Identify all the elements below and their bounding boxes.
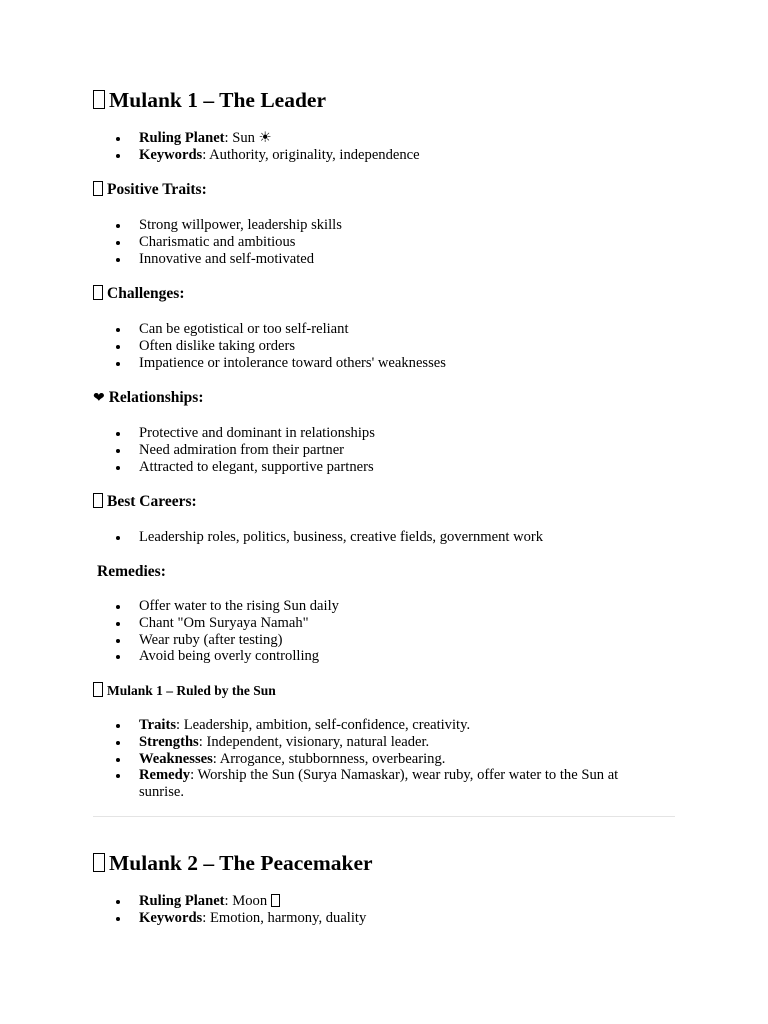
list-item: Wear ruby (after testing) bbox=[93, 632, 663, 649]
challenges-heading: Challenges: bbox=[93, 284, 185, 304]
positive-traits-heading: Positive Traits: bbox=[93, 180, 207, 200]
summary-list bbox=[93, 717, 663, 801]
list-item: Leadership roles, politics, business, creative fields, government work bbox=[93, 529, 663, 546]
list-item: Innovative and self-motivated bbox=[93, 251, 663, 268]
missing-glyph-icon bbox=[93, 285, 103, 300]
list-item: Traits: Leadership, ambition, self-confidence, creativity. bbox=[93, 717, 663, 734]
best-careers-list bbox=[93, 529, 663, 546]
list-item: Impatience or intolerance toward others' weaknesses bbox=[93, 355, 663, 372]
remedies-heading: Remedies: bbox=[97, 563, 166, 580]
best-careers-heading: Best Careers: bbox=[93, 492, 197, 512]
list-item: Offer water to the rising Sun daily bbox=[93, 598, 663, 615]
list-item: Chant "Om Suryaya Namah" bbox=[93, 615, 663, 632]
list-item: Charismatic and ambitious bbox=[93, 234, 663, 251]
section-divider bbox=[93, 816, 675, 817]
list-item: Strong willpower, leadership skills bbox=[93, 217, 663, 234]
section-1-facts bbox=[93, 130, 663, 164]
list-item: Keywords: Emotion, harmony, duality bbox=[93, 910, 663, 927]
list-item: Avoid being overly controlling bbox=[93, 648, 663, 665]
relationships-list bbox=[93, 425, 663, 475]
list-item: Need admiration from their partner bbox=[93, 442, 663, 459]
list-item: Ruling Planet: Moon bbox=[93, 893, 663, 910]
challenges-list bbox=[93, 321, 663, 371]
missing-glyph-icon bbox=[93, 682, 103, 697]
list-item: Remedy: Worship the Sun (Surya Namaskar), wear ruby, offer water to the Sun at sunrise. bbox=[93, 767, 663, 801]
list-item: Protective and dominant in relationships bbox=[93, 425, 663, 442]
relationships-heading: ❤ Relationships: bbox=[93, 389, 204, 406]
list-item: Can be egotistical or too self-reliant bbox=[93, 321, 663, 338]
section-2-title: Mulank 2 – The Peacemaker bbox=[93, 851, 373, 875]
list-item: Attracted to elegant, supportive partners bbox=[93, 459, 663, 476]
list-item: Keywords: Authority, originality, independence bbox=[93, 147, 663, 164]
missing-glyph-icon bbox=[93, 90, 105, 109]
list-item: Weaknesses: Arrogance, stubbornness, overbearing. bbox=[93, 751, 663, 768]
list-item: Often dislike taking orders bbox=[93, 338, 663, 355]
section-2-facts bbox=[93, 893, 663, 927]
list-item: Strengths: Independent, visionary, natural leader. bbox=[93, 734, 663, 751]
positive-traits-list bbox=[93, 217, 663, 267]
summary-heading: Mulank 1 – Ruled by the Sun bbox=[93, 682, 276, 700]
missing-glyph-icon bbox=[271, 894, 280, 907]
section-1-title: Mulank 1 – The Leader bbox=[93, 88, 326, 112]
heart-icon: ❤ bbox=[93, 390, 105, 406]
missing-glyph-icon bbox=[93, 853, 105, 872]
list-item: Ruling Planet: Sun ☀ bbox=[93, 130, 663, 147]
missing-glyph-icon bbox=[93, 181, 103, 196]
missing-glyph-icon bbox=[93, 493, 103, 508]
remedies-list bbox=[93, 598, 663, 665]
